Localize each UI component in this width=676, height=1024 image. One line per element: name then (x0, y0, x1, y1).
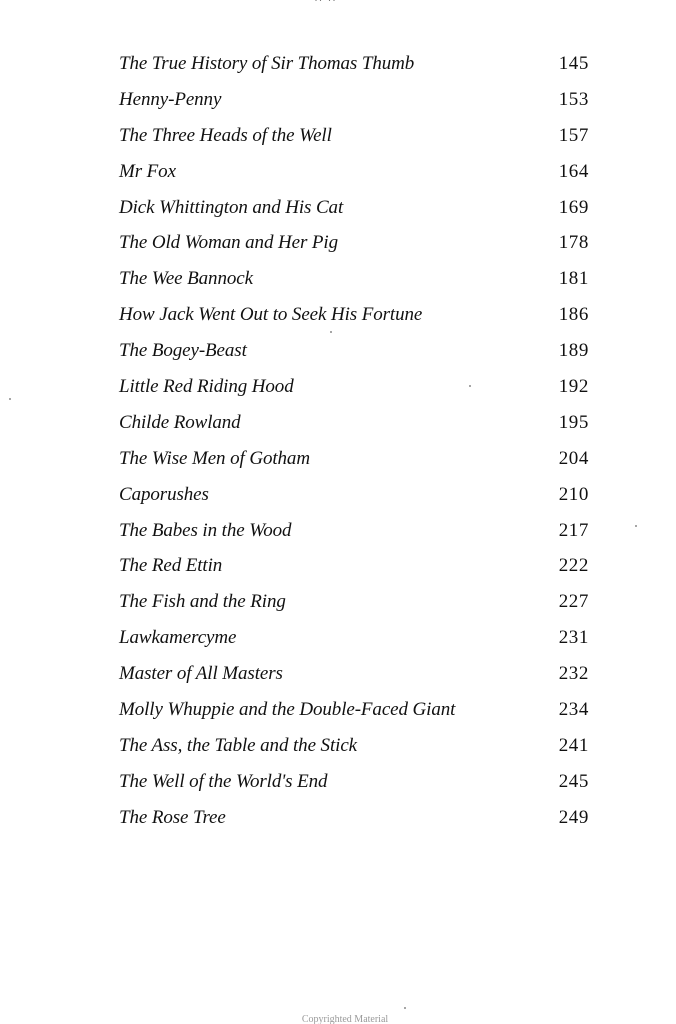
toc-title: The Babes in the Wood (119, 519, 292, 541)
toc-entry (119, 554, 589, 590)
toc-title: The Wee Bannock (119, 268, 253, 290)
toc-page-number: 222 (558, 555, 589, 577)
toc-page-number: 232 (558, 663, 589, 685)
toc-title: The Fish and the Ring (119, 591, 286, 613)
toc-title: The Three Heads of the Well (119, 124, 332, 146)
toc-title: Caporushes (119, 483, 209, 505)
toc-page-number: 195 (558, 411, 589, 433)
toc-entry (119, 662, 589, 698)
table-of-contents (119, 52, 589, 842)
toc-page-number: 241 (558, 734, 589, 756)
print-speck (635, 525, 637, 527)
toc-title: Henny-Penny (119, 88, 222, 110)
print-speck (9, 398, 11, 400)
toc-title: Little Red Riding Hood (119, 376, 294, 398)
toc-entry (119, 339, 589, 375)
toc-entry (119, 734, 589, 770)
toc-entry (119, 483, 589, 519)
toc-title: The Red Ettin (119, 555, 223, 577)
toc-entry (119, 88, 589, 124)
toc-title: The Wise Men of Gotham (119, 447, 310, 469)
toc-entry (119, 626, 589, 662)
toc-entry (119, 590, 589, 626)
toc-title: How Jack Went Out to Seek His Fortune (119, 304, 423, 326)
toc-page-number: 178 (558, 232, 589, 254)
toc-title: Dick Whittington and His Cat (119, 196, 344, 218)
toc-entry (119, 447, 589, 483)
toc-entry (119, 698, 589, 734)
print-speck (404, 1007, 406, 1009)
toc-page-number: 145 (558, 53, 589, 74)
toc-title: Childe Rowland (119, 411, 241, 433)
toc-title: The Bogey-Beast (119, 340, 247, 362)
toc-title: The Ass, the Table and the Stick (119, 734, 357, 756)
toc-title: The Old Woman and Her Pig (119, 232, 338, 254)
toc-entry (119, 52, 589, 88)
toc-page-number: 186 (558, 304, 589, 326)
toc-title: Lawkamercyme (119, 627, 237, 649)
toc-entry (119, 806, 589, 842)
toc-page-number: 169 (558, 196, 589, 218)
print-speck (330, 331, 332, 333)
toc-page-number: 210 (558, 483, 589, 505)
toc-entry (119, 267, 589, 303)
print-speck (469, 385, 471, 387)
toc-page-number: 245 (558, 770, 589, 792)
toc-title: Master of All Masters (119, 663, 283, 685)
toc-page-number: 164 (558, 160, 589, 182)
toc-page-number: 192 (558, 376, 589, 398)
toc-page-number: 249 (558, 806, 589, 828)
toc-entry (119, 411, 589, 447)
toc-entry (119, 375, 589, 411)
toc-page-number: 231 (558, 627, 589, 649)
page-footer-fragment: Copyrighted Material (301, 1014, 389, 1024)
toc-page-number: 189 (558, 340, 589, 362)
toc-title: The Rose Tree (119, 806, 226, 828)
toc-page-number: 153 (558, 88, 589, 110)
toc-title: Molly Whuppie and the Double-Faced Giant (119, 699, 456, 721)
toc-entry (119, 124, 589, 160)
toc-entry (119, 196, 589, 232)
toc-page-number: 234 (558, 699, 589, 721)
toc-page-number: 204 (558, 447, 589, 469)
toc-page-number: 181 (558, 268, 589, 290)
toc-entry (119, 770, 589, 806)
toc-entry (119, 231, 589, 267)
toc-entry (119, 303, 589, 339)
toc-title: Mr Fox (119, 160, 176, 182)
page-header-fragment (306, 0, 346, 5)
toc-title: The Well of the World's End (119, 770, 328, 792)
toc-page-number: 227 (558, 591, 589, 613)
toc-entry (119, 519, 589, 555)
toc-entry (119, 160, 589, 196)
toc-title: The True History of Sir Thomas Thumb (119, 53, 415, 74)
toc-page-number: 217 (558, 519, 589, 541)
toc-page-number: 157 (558, 124, 589, 146)
